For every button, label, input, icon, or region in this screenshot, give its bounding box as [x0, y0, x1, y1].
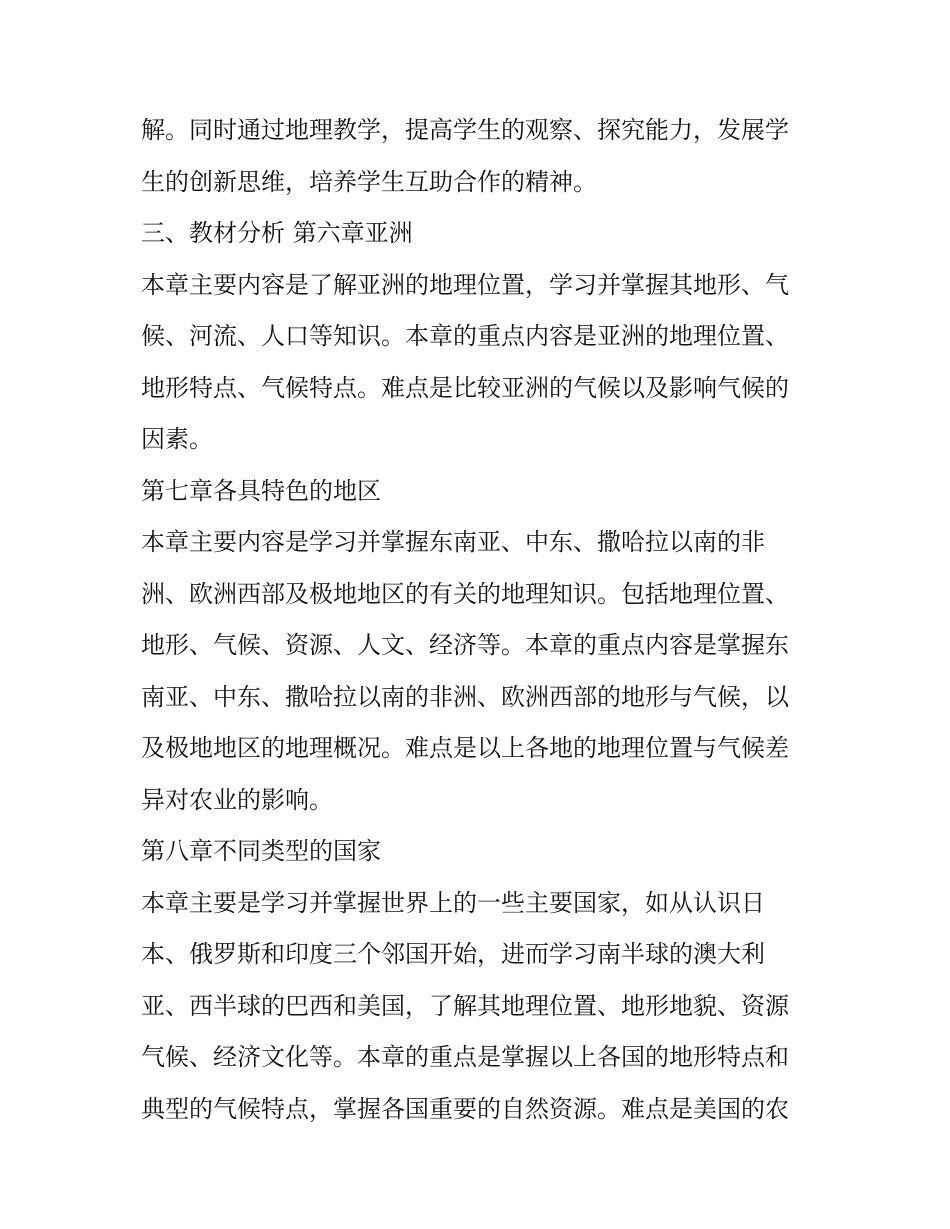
text-line: 气候、经济文化等。本章的重点是掌握以上各国的地形特点和 — [141, 1043, 789, 1071]
text-line: 本、俄罗斯和印度三个邻国开始，进而学习南半球的澳大利 — [141, 940, 765, 968]
chapter-heading: 第八章不同类型的国家 — [141, 837, 381, 865]
text-line: 亚、西半球的巴西和美国，了解其地理位置、地形地貌、资源 — [141, 991, 789, 1020]
text-line: 南亚、中东、撒哈拉以南的非洲、欧洲西部的地形与气候，以 — [141, 682, 789, 711]
text-line: 异对农业的影响。 — [141, 785, 333, 814]
text-line: 地形、气候、资源、人文、经济等。本章的重点内容是掌握东 — [141, 631, 789, 659]
document-body — [141, 105, 821, 1135]
section-heading: 三、教材分析 第六章亚洲 — [141, 219, 413, 247]
text-line: 候、河流、人口等知识。本章的重点内容是亚洲的地理位置、 — [141, 322, 789, 350]
text-line: 本章主要是学习并掌握世界上的一些主要国家，如从认识日 — [141, 888, 765, 917]
chapter-heading: 第七章各具特色的地区 — [141, 476, 381, 505]
text-line: 典型的气候特点，掌握各国重要的自然资源。难点是美国的农 — [141, 1094, 789, 1123]
text-line: 因素。 — [141, 425, 213, 453]
text-line: 本章主要内容是了解亚洲的地理位置，学习并掌握其地形、气 — [141, 270, 789, 299]
text-line: 及极地地区的地理概况。难点是以上各地的地理位置与气候差 — [141, 734, 789, 762]
text-line: 本章主要内容是学习并掌握东南亚、中东、撒哈拉以南的非 — [141, 528, 765, 556]
text-line: 生的创新思维，培养学生互助合作的精神。 — [141, 167, 597, 196]
text-line: 洲、欧洲西部及极地地区的有关的地理知识。包括地理位置、 — [141, 579, 789, 608]
text-line: 解。同时通过地理教学，提高学生的观察、探究能力，发展学 — [141, 116, 789, 144]
text-line: 地形特点、气候特点。难点是比较亚洲的气候以及影响气候的 — [141, 373, 789, 402]
